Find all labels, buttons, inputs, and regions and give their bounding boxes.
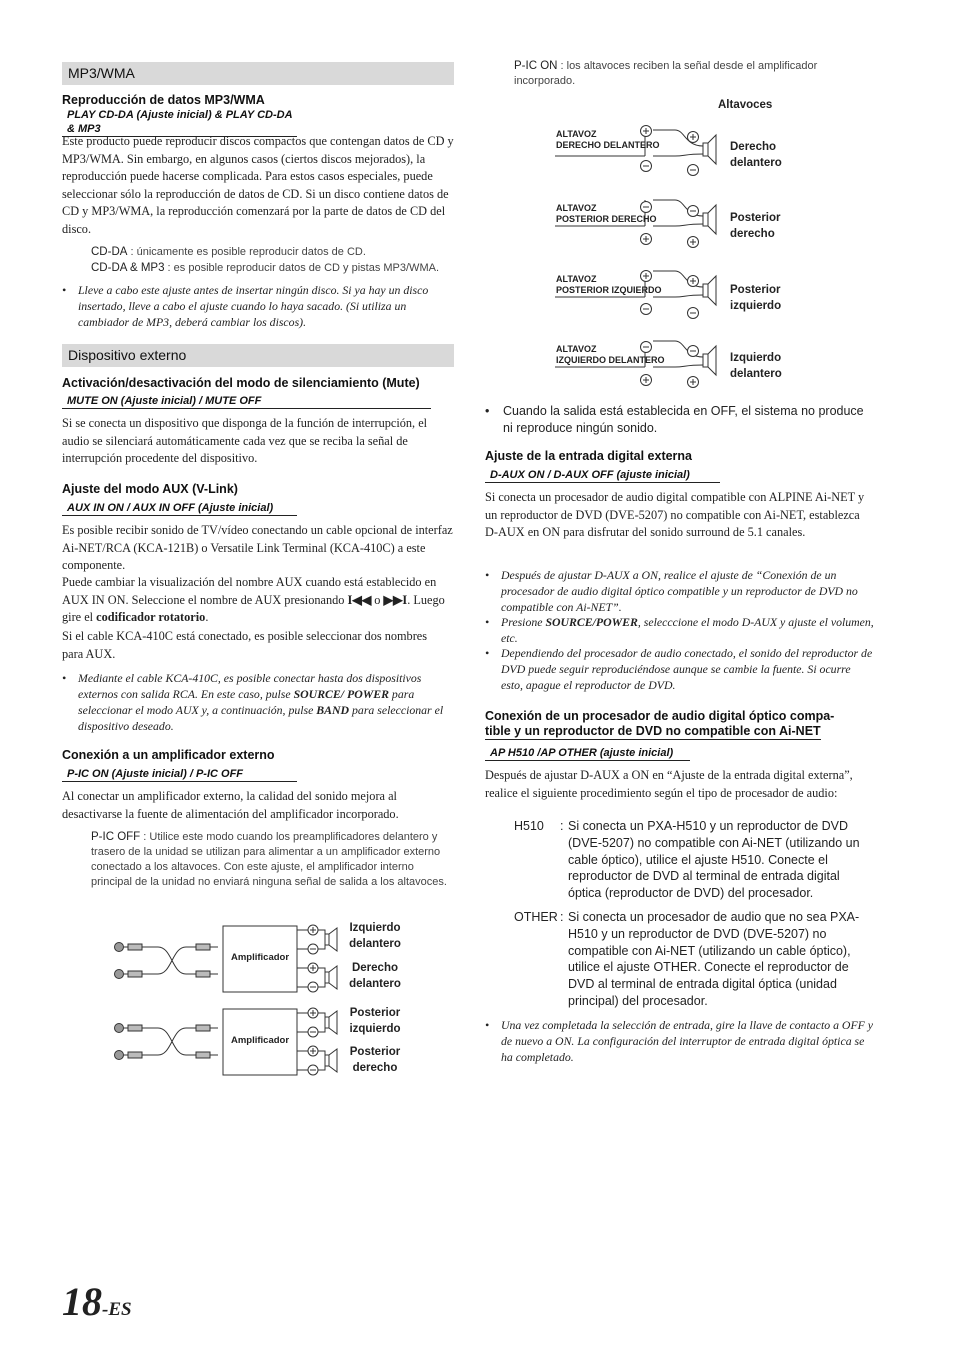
note-daux-3: • Dependiendo del procesador de audio conectado, el sonido del reproductor de DVD puede seguir reproduciéndose aunque se cambie la fuente. Si ocurre esto, apague el reproductor de DVD. [485, 646, 873, 692]
setting-options: PLAY CD-DA (Ajuste inicial) & PLAY CD-DA & MP3 [62, 108, 297, 137]
speaker-box-label: ALTAVOZ POSTERIOR DERECHO [556, 203, 657, 224]
section-title: Dispositivo externo [68, 347, 187, 363]
paragraph-daux: Si conecta un procesador de audio digital compatible con ALPINE Ai-NET y un reproductor de DVD (DVE-5207) no compatible con Ai-NET, establezca D-AUX en ON para disfrutar del sonido surround de 5.1 canales. [485, 490, 865, 539]
heading-digital-input: Ajuste de la entrada digital externa [485, 449, 693, 463]
page-number: 18-ES [62, 1279, 132, 1324]
heading-optical-processor: Conexión de un procesador de audio digital óptico compa- tible y un reproductor de DVD no compatible con Ai-NET [485, 709, 835, 738]
bullet-icon: • [485, 646, 490, 660]
paragraph-amp: Al conectar un amplificador externo, la calidad del sonido mejora al desactivarse la fuente de alimentación del amplificador incorporado. [62, 789, 399, 821]
speaker-box-label: ALTAVOZ IZQUIERDO DELANTERO [556, 344, 665, 365]
speaker-box-label: ALTAVOZ DERECHO DELANTERO [556, 129, 660, 150]
option-cdda: CD-DA : únicamente es posible reproducir datos de CD. [91, 246, 366, 258]
note-daux-2: • Presione SOURCE/POWER, selecccione el modo D-AUX y ajuste el volumen, etc. [485, 615, 874, 645]
note-mp3: • Lleve a cabo este ajuste antes de insertar ningún disco. Si ya hay un disco insertado, lleve a cabo el ajuste cuando lo haya sacado. (Si utiliza un cambiador de MP3, deberá cambiar los discos). [62, 283, 429, 329]
setting-options: MUTE ON (Ajuste inicial) / MUTE OFF [62, 394, 431, 409]
paragraph-aux-3: Si el cable KCA-410C está conectado, es posible seleccionar dos nombres para AUX. [62, 629, 428, 661]
setting-options-line [62, 498, 297, 516]
amplifier-wiring-diagram [110, 918, 420, 1090]
option-pic-off: P-IC OFF : Utilice este modo cuando los preamplificadores delantero y trasero de la unidad se utilizan para alimentar a un amplificador externo conectado a los altavoces. Con este ajuste, el amplificador interno principal de la unidad no enviará ninguna señal de salida a los altavoces. [91, 831, 447, 888]
speaker-label: Posterior izquierdo [349, 1007, 401, 1035]
speaker-label: Izquierdo delantero [730, 352, 782, 380]
setting-options: P-IC ON (Ajuste inicial) / P-IC OFF [62, 767, 297, 782]
speaker-label: Derecho delantero [349, 962, 401, 990]
setting-options: AP H510 /AP OTHER (ajuste inicial) [485, 746, 690, 761]
rotary-encoder-label: codificador rotatorio [96, 610, 206, 624]
paragraph-mp3: Este producto puede reproducir discos compactos que contengan datos de CD y MP3/WMA. Sin embargo, en algunos casos (ciertos discos mejorados), la reproducción puede hacerse complicada. Para estos casos especiales, puede seleccionar sólo la reproducción de datos de CD. Si un disco contiene datos de CD y MP3/WMA, la reproducción comenzará por la parte de datos de CD del disco. [62, 134, 454, 236]
bullet-icon: • [485, 615, 490, 629]
bullet-icon: • [485, 1018, 490, 1032]
setting-options-line [485, 465, 720, 483]
speaker-label: Derecho delantero [730, 141, 782, 169]
heading-aux: Ajuste del modo AUX (V-Link) [62, 482, 238, 496]
note-output-off: • Cuando la salida está establecida en OFF, el sistema no produce ni reproduce ningún sonido. [485, 404, 864, 435]
section-title: MP3/WMA [68, 65, 135, 81]
heading-external-amp: Conexión a un amplificador externo [62, 748, 275, 762]
note-aux: • Mediante el cable KCA-410C, es posible conectar hasta dos dispositivos externos con salida RCA. En este caso, pulse SOURCE/ POWER para seleccionar el modo AUX y, a continuación, pulse BAND para seleccionar el dispositivo deseado. [62, 671, 444, 733]
speaker-label: Posterior derecho [730, 212, 781, 240]
heading-mute: Activación/desactivación del modo de silenciamiento (Mute) [62, 376, 420, 390]
speakers-title: Altavoces [718, 99, 773, 111]
speaker-label: Izquierdo delantero [349, 922, 401, 950]
bullet-icon: • [485, 404, 490, 418]
speaker-wiring-diagram [555, 118, 795, 394]
paragraph-mute: Si se conecta un dispositivo que disponga de la función de interrupción, el audio se silenciará automáticamente cada vez que se reciba la señal de interrupción procedente del dispositivo. [62, 416, 428, 465]
option-other: OTHER : Si conecta un procesador de audio que no sea PXA-H510 y un reproductor de DVD (DVE-5207) no compatible con Ai-NET (utilizando un cable óptico), utilice el ajuste OTHER. Conecte el reproductor de DVD al terminal de entrada digital óptica (unidad principal) del procesador. [514, 910, 860, 1008]
setting-options-line [62, 764, 297, 782]
heading-mp3-playback: Reproducción de datos MP3/WMA [62, 93, 265, 107]
option-cdda-mp3: CD-DA & MP3 : es posible reproducir datos de CD y pistas MP3/WMA. [91, 262, 439, 274]
speaker-box-label: ALTAVOZ POSTERIOR IZQUIERDO [556, 274, 662, 295]
next-track-icon: ▶▶I [383, 592, 408, 607]
option-h510: H510 : Si conecta un PXA-H510 y un reproductor de DVD (DVE-5207) no compatible con Ai-NET (utilizando un cable óptico), utilice el ajuste H510. Conecte el reproductor de DVD al terminal de entrada digital óptica (reproductor de DVD) del procesador. [514, 819, 860, 901]
section-bar-external [62, 344, 454, 367]
speaker-label: Posterior izquierdo [730, 284, 782, 312]
setting-options: D-AUX ON / D-AUX OFF (ajuste inicial) [485, 468, 720, 483]
setting-options-line [62, 391, 431, 409]
speaker-label: Posterior derecho [349, 1046, 401, 1074]
amplifier-label: Amplificador [230, 1035, 290, 1046]
note-ap: • Una vez completada la selección de entrada, gire la llave de contacto a OFF y de nuevo a ON. La configuración del interruptor de entrada digital óptica se ha completado. [485, 1018, 874, 1064]
paragraph-aux-2: Puede cambiar la visualización del nombre AUX cuando está establecido en AUX IN ON. Seleccione el nombre de AUX presionando I◀◀ o ▶▶I. Luego gire el codificador rotatorio. [62, 575, 445, 624]
bullet-icon: • [485, 568, 490, 582]
paragraph-aux-1: Es posible recibir sonido de TV/vídeo conectando un cable opcional de interfaz Ai-NET/RCA (KCA-121B) o Versatile Link Terminal (KCA-410C) a este componente. [62, 523, 453, 572]
section-bar-mp3 [62, 62, 454, 85]
setting-options: AUX IN ON / AUX IN OFF (Ajuste inicial) [62, 501, 297, 516]
bullet-icon: • [62, 671, 67, 685]
setting-options-line [485, 743, 690, 761]
note-daux-1: • Después de ajustar D-AUX a ON, realice el ajuste de “Conexión de un procesador de audio digital óptico compatible y un reproductor de DVD no compatible con Ai-NET”. [485, 568, 858, 614]
paragraph-ap: Después de ajustar D-AUX a ON en “Ajuste de la entrada digital externa”, realice el siguiente procedimiento según el tipo de procesador de audio: [485, 768, 853, 800]
amplifier-label: Amplificador [230, 952, 290, 963]
option-pic-on: P-IC ON : los altavoces reciben la señal desde el amplificador incorporado. [514, 60, 818, 87]
prev-track-icon: I◀◀ [347, 592, 372, 607]
bullet-icon: • [62, 283, 67, 297]
